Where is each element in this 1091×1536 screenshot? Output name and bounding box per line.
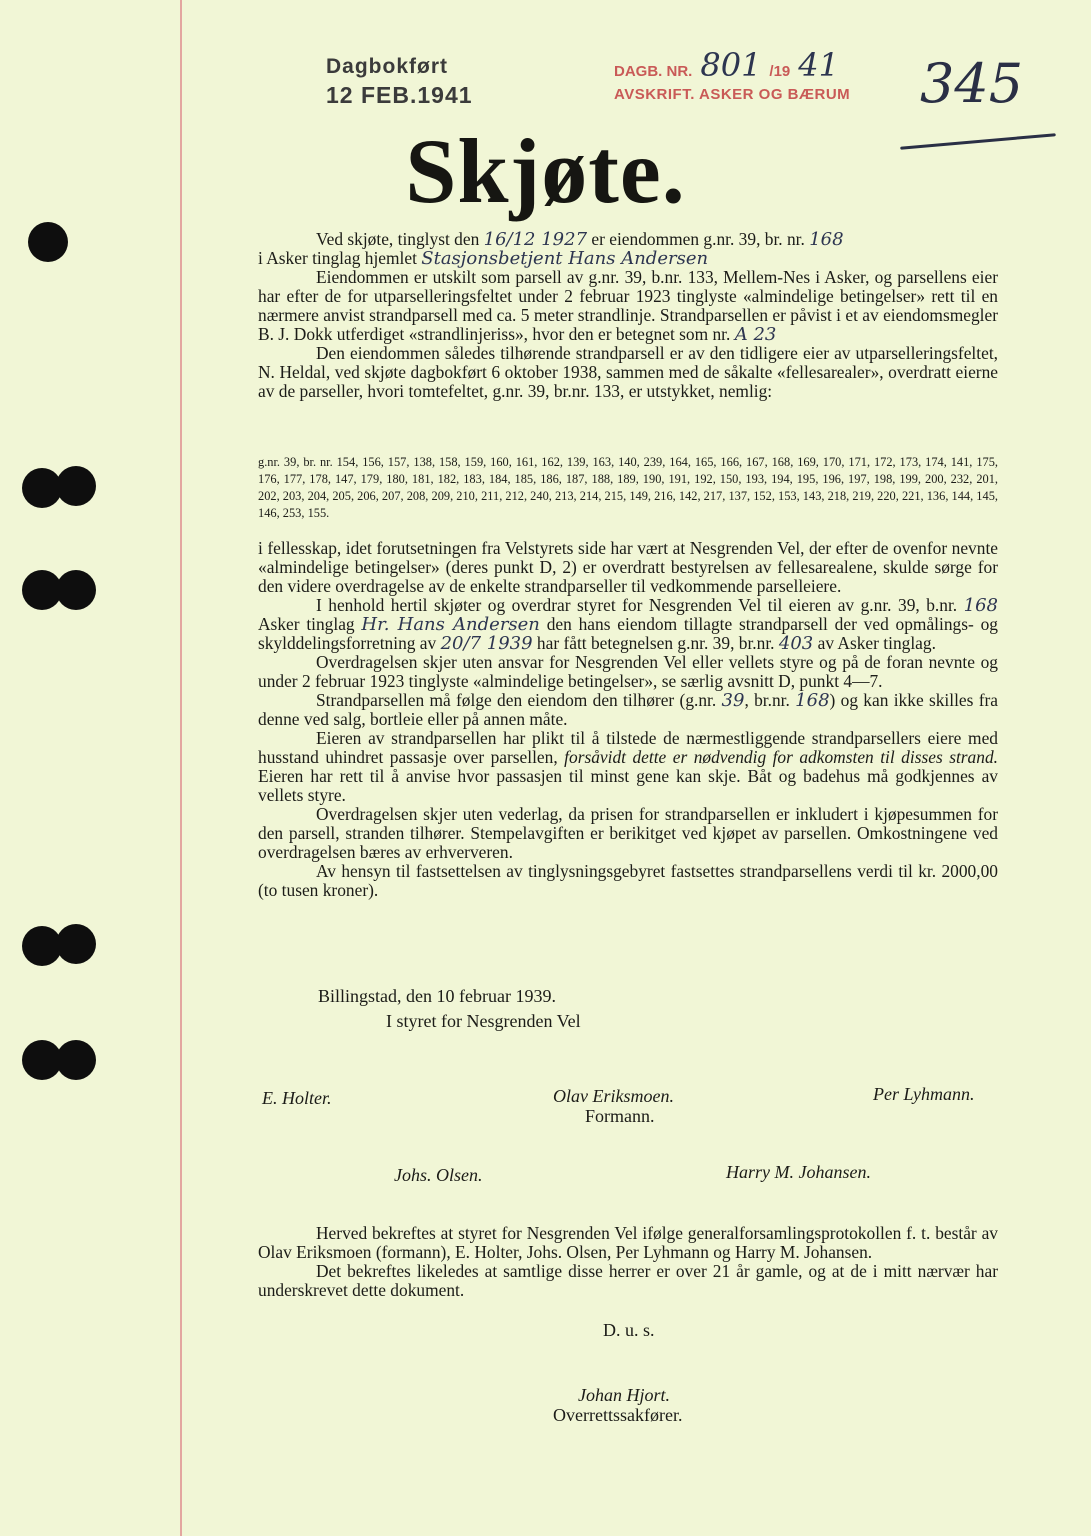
punch-hole <box>56 924 96 964</box>
handwritten-strand-nr: A 23 <box>734 324 777 345</box>
dagb-nr-value: 801 <box>700 46 762 84</box>
text: har fått betegnelsen g.nr. 39, br.nr. <box>536 633 775 653</box>
board-line: I styret for Nesgrenden Vel <box>386 1011 581 1031</box>
punch-hole <box>28 222 68 262</box>
paragraph-main <box>258 539 998 900</box>
text: av Asker tinglag. <box>817 633 936 653</box>
text: , br.nr. <box>744 690 790 710</box>
handwritten-brnr-3: 168 <box>795 690 830 711</box>
margin-line <box>180 0 182 1536</box>
text: Eiendommen er utskilt som parsell av g.nr. 39, b.nr. 133, Mellem-Nes i Asker, og parsellens eier har efter de for utparselleringsfeltet under 2 februar 1923 tinglyste «almindelige betingelser» rett til en nærmere anvist strandparsell med ca. 5 meter strandlinje. Strandparsellen er påvist i et av eiendomsmegler B. J. Dokk utferdiget «strandlinjeriss», hvor den er betegnet som nr. <box>258 267 998 344</box>
signature-eriksmoen: Olav Eriksmoen. <box>553 1086 674 1106</box>
text: Ved skjøte, tinglyst den <box>316 229 480 249</box>
paragraph-vederlag: Overdragelsen skjer uten vederlag, da prisen for strandparsellen er inkludert i kjøpesummen for den parsell, stranden tilhører. Stempelavgiften er berikitget ved kjøpet av parsellen. Omkostningene ved overdragelsen bæres av erhververen. <box>258 804 998 862</box>
signature-hjort: Johan Hjort. <box>578 1385 670 1405</box>
handwritten-gnr: 39 <box>721 690 745 711</box>
punch-hole <box>56 1040 96 1080</box>
dus: D. u. s. <box>603 1320 655 1340</box>
signature-olsen: Johs. Olsen. <box>394 1165 483 1185</box>
handwritten-bnr: 168 <box>963 595 998 616</box>
title-formann: Formann. <box>585 1106 655 1126</box>
handwritten-date-2: 20/7 1939 <box>440 633 533 654</box>
registry-stamp <box>614 46 850 103</box>
punch-hole <box>56 466 96 506</box>
dagb-nr-label: DAGB. NR. <box>614 63 693 80</box>
text: Strandparsellen må følge den eiendom den tilhører (g.nr. <box>316 690 717 710</box>
paragraph-fellesarealer: Den eiendommen således tilhørende strandparsell er av den tidligere eier av utparselleringsfeltet, N. Heldal, ved skjøte dagbokført 6 oktober 1938, sammen med de såkalte «fellesarealer», overdratt eierne av de parseller, hvori tomtefeltet, g.nr. 39, br.nr. 133, er utstykket, nemlig: <box>258 343 998 401</box>
place-date: Billingstad, den 10 februar 1939. <box>318 986 556 1006</box>
avskrift-line: AVSKRIFT. ASKER OG BÆRUM <box>614 86 851 103</box>
dagbokfort-stamp <box>326 55 473 109</box>
lawyer-title: Overrettssakfører. <box>553 1405 683 1425</box>
text: I henhold hertil skjøter og overdrar styret for Nesgrenden Vel til eieren av g.nr. 39, b.nr. <box>316 595 958 615</box>
dagbokfort-date: 12 FEB.1941 <box>326 82 473 108</box>
signature-johansen: Harry M. Johansen. <box>726 1162 871 1182</box>
text: i Asker tinglag hjemlet <box>258 248 417 268</box>
paragraph-fellesskap: i fellesskap, idet forutsetningen fra Velstyrets side har vært at Nesgrenden Vel, der efter de ovenfor nevnte «almindelige betingelser» (deres punkt D, 2) er overdratt bestyrelsen av fellesarealene, skulde sørge for den videre overdragelse av de enkelte strandparseller til vedkommende parselleiere. <box>258 538 998 596</box>
italic-text: forsåvidt dette er nødvendig for adkomsten til disses strand. <box>564 747 998 767</box>
paragraph-ansvar: Overdragelsen skjer uten ansvar for Nesgrenden Vel eller vellets styre og på de foran nevnte og under 2 februar 1923 tinglyste «almindelige betingelser», se særlig avsnitt D, punkt 4—7. <box>258 652 998 691</box>
dagb-nr-year: 41 <box>798 46 839 84</box>
text: ) og kan ikke skilles fra denne ved salg, bortleie eller på annen måte. <box>258 690 998 729</box>
handwritten-brnr-2: 403 <box>778 633 814 654</box>
signature-lyhmann: Per Lyhmann. <box>873 1084 975 1104</box>
document-title: Skjøte. <box>405 120 686 222</box>
handwritten-date: 16/12 1927 <box>483 229 588 250</box>
handwritten-owner-2: Hr. Hans Andersen <box>361 614 540 635</box>
signature-holter: E. Holter. <box>262 1088 332 1108</box>
dagb-nr-sep: /19 <box>769 63 791 80</box>
text: Eieren har rett til å anvise hvor passasjen til minst gene kan skje. Båt og badehus må godkjennes av vellets styre. <box>258 766 998 805</box>
paragraph-likeledes: Det bekreftes likeledes at samtlige disse herrer er over 21 år gamle, og at de i mitt nærvær har underskrevet dette dokument. <box>258 1261 998 1300</box>
text: den hans eiendom tillagte strandparsell der ved opmålings- og skylddelingsforretning av <box>258 614 998 653</box>
handwritten-owner: Stasjonsbetjent Hans Andersen <box>421 248 709 269</box>
handwritten-brnr: 168 <box>809 229 844 250</box>
parcel-list: g.nr. 39, br. nr. 154, 156, 157, 138, 158, 159, 160, 161, 162, 139, 163, 140, 239, 164, 165, 166, 167, 168, 169, 170, 171, 172, 173, 174, 141, 175, 176, 177, 178, 147, 179, 180, 181, 182, 183, 184, 185, 186, 187, 188, 189, 190, 191, 192, 150, 193, 194, 195, 196, 197, 198, 199, 200, 232, 201, 202, 203, 204, 205, 206, 207, 208, 209, 210, 211, 212, 240, 213, 214, 215, 149, 216, 142, 217, 137, 152, 153, 143, 218, 219, 220, 221, 136, 144, 145, 146, 253, 155. <box>258 455 998 520</box>
page-number: 345 <box>920 52 1024 115</box>
dagbokfort-label: Dagbokført <box>326 55 448 78</box>
text: Eieren av strandparsellen har plikt til å tilstede de nærmestliggende strandparsellers eiere med husstand uhindret passasje over parsellen, <box>258 728 998 767</box>
paragraph-verdi: Av hensyn til fastsettelsen av tinglysningsgebyret fastsettes strandparsellens verdi til kr. 2000,00 (to tusen kroner). <box>258 861 998 900</box>
text: Asker tinglag <box>258 614 355 634</box>
text: er eiendommen g.nr. 39, br. nr. <box>591 229 805 249</box>
punch-hole <box>56 570 96 610</box>
paragraph-intro <box>258 230 998 401</box>
paragraph-styret: Herved bekreftes at styret for Nesgrenden Vel ifølge generalforsamlingsprotokollen f. t. består av Olav Eriksmoen (formann), E. Holter, Johs. Olsen, Per Lyhmann og Harry M. Johansen. <box>258 1223 998 1262</box>
paragraph-confirmation <box>258 1224 998 1300</box>
